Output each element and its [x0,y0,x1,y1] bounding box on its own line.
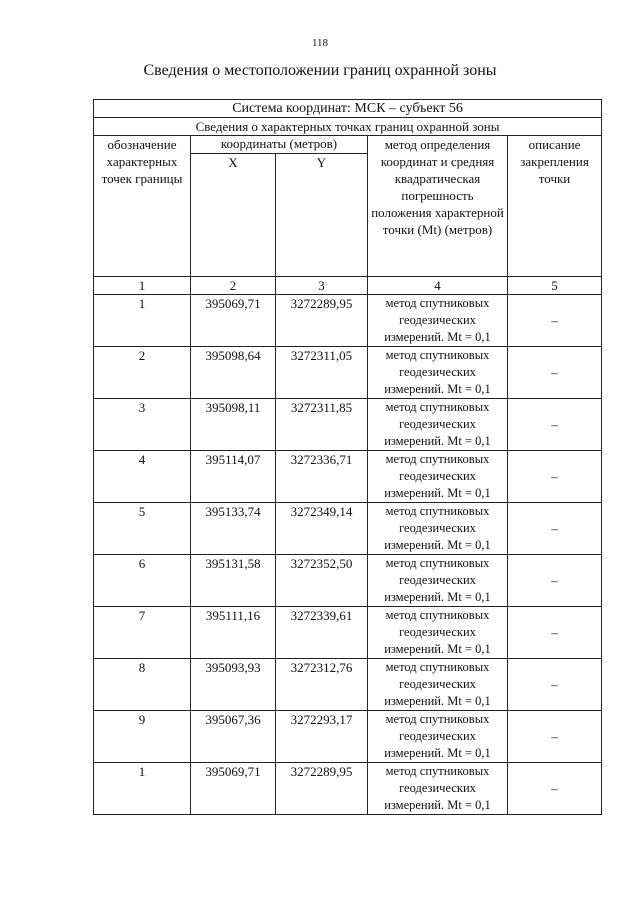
description-cell: – [508,711,602,763]
table-subtitle: Сведения о характерных точках границ охранной зоны [94,118,602,136]
table-row [94,607,602,659]
y-coordinate-cell: 3272311,05 [276,347,368,399]
y-coordinate-cell: 3272311,85 [276,399,368,451]
table-row [94,711,602,763]
method-cell: метод спутниковых геодезических измерений. Mt = 0,1 [368,711,508,763]
table-row [94,763,602,815]
method-cell: метод спутниковых геодезических измерений. Mt = 0,1 [368,295,508,347]
method-cell: метод спутниковых геодезических измерений. Mt = 0,1 [368,451,508,503]
column-number: 2 [191,277,276,295]
column-number: 4 [368,277,508,295]
description-cell: – [508,659,602,711]
y-coordinate-cell: 3272339,61 [276,607,368,659]
y-header: Y [276,153,368,276]
description-cell: – [508,503,602,555]
page-number: 118 [311,37,329,49]
table-row [94,295,602,347]
description-cell: – [508,399,602,451]
table-row [94,347,602,399]
point-cell: 8 [94,659,191,711]
point-cell: 9 [94,711,191,763]
document-title: Сведения о местоположении границ охранной зоны [143,62,497,79]
x-coordinate-cell: 395133,74 [191,503,276,555]
method-cell: метод спутниковых геодезических измерений. Mt = 0,1 [368,659,508,711]
point-cell: 3 [94,399,191,451]
method-cell: метод спутниковых геодезических измерений. Mt = 0,1 [368,399,508,451]
y-coordinate-cell: 3272289,95 [276,295,368,347]
x-coordinate-cell: 395069,71 [191,763,276,815]
point-cell: 4 [94,451,191,503]
x-coordinate-cell: 395111,16 [191,607,276,659]
point-designation-header: обозначение характерных точек границы [94,136,191,277]
coordinates-header: координаты (метров) [191,136,368,154]
point-cell: 1 [94,295,191,347]
method-cell: метод спутниковых геодезических измерений. Mt = 0,1 [368,555,508,607]
column-number: 5 [508,277,602,295]
method-header: метод определения координат и средняя квадратическая погрешность положения характерной точки (Mt) (метров) [368,136,508,277]
y-coordinate-cell: 3272336,71 [276,451,368,503]
y-coordinate-cell: 3272352,50 [276,555,368,607]
x-coordinate-cell: 395067,36 [191,711,276,763]
method-cell: метод спутниковых геодезических измерений. Mt = 0,1 [368,347,508,399]
boundary-points-table [93,99,602,815]
table-row [94,451,602,503]
y-coordinate-cell: 3272312,76 [276,659,368,711]
x-coordinate-cell: 395093,93 [191,659,276,711]
y-coordinate-cell: 3272289,95 [276,763,368,815]
column-number: 1 [94,277,191,295]
method-cell: метод спутниковых геодезических измерений. Mt = 0,1 [368,763,508,815]
fixation-description-header: описание закрепления точки [508,136,602,277]
coordinate-system-header: Система координат: МСК – субъект 56 [94,100,602,118]
point-cell: 2 [94,347,191,399]
point-cell: 1 [94,763,191,815]
table-row [94,399,602,451]
x-coordinate-cell: 395069,71 [191,295,276,347]
table-row [94,555,602,607]
y-coordinate-cell: 3272349,14 [276,503,368,555]
method-cell: метод спутниковых геодезических измерений. Mt = 0,1 [368,503,508,555]
description-cell: – [508,295,602,347]
x-header: X [191,153,276,276]
x-coordinate-cell: 395114,07 [191,451,276,503]
x-coordinate-cell: 395131,58 [191,555,276,607]
point-cell: 5 [94,503,191,555]
point-cell: 7 [94,607,191,659]
x-coordinate-cell: 395098,11 [191,399,276,451]
x-coordinate-cell: 395098,64 [191,347,276,399]
description-cell: – [508,607,602,659]
column-number: 3 [276,277,368,295]
description-cell: – [508,451,602,503]
y-coordinate-cell: 3272293,17 [276,711,368,763]
table-row [94,659,602,711]
description-cell: – [508,555,602,607]
description-cell: – [508,347,602,399]
description-cell: – [508,763,602,815]
point-cell: 6 [94,555,191,607]
method-cell: метод спутниковых геодезических измерений. Mt = 0,1 [368,607,508,659]
table-row [94,503,602,555]
